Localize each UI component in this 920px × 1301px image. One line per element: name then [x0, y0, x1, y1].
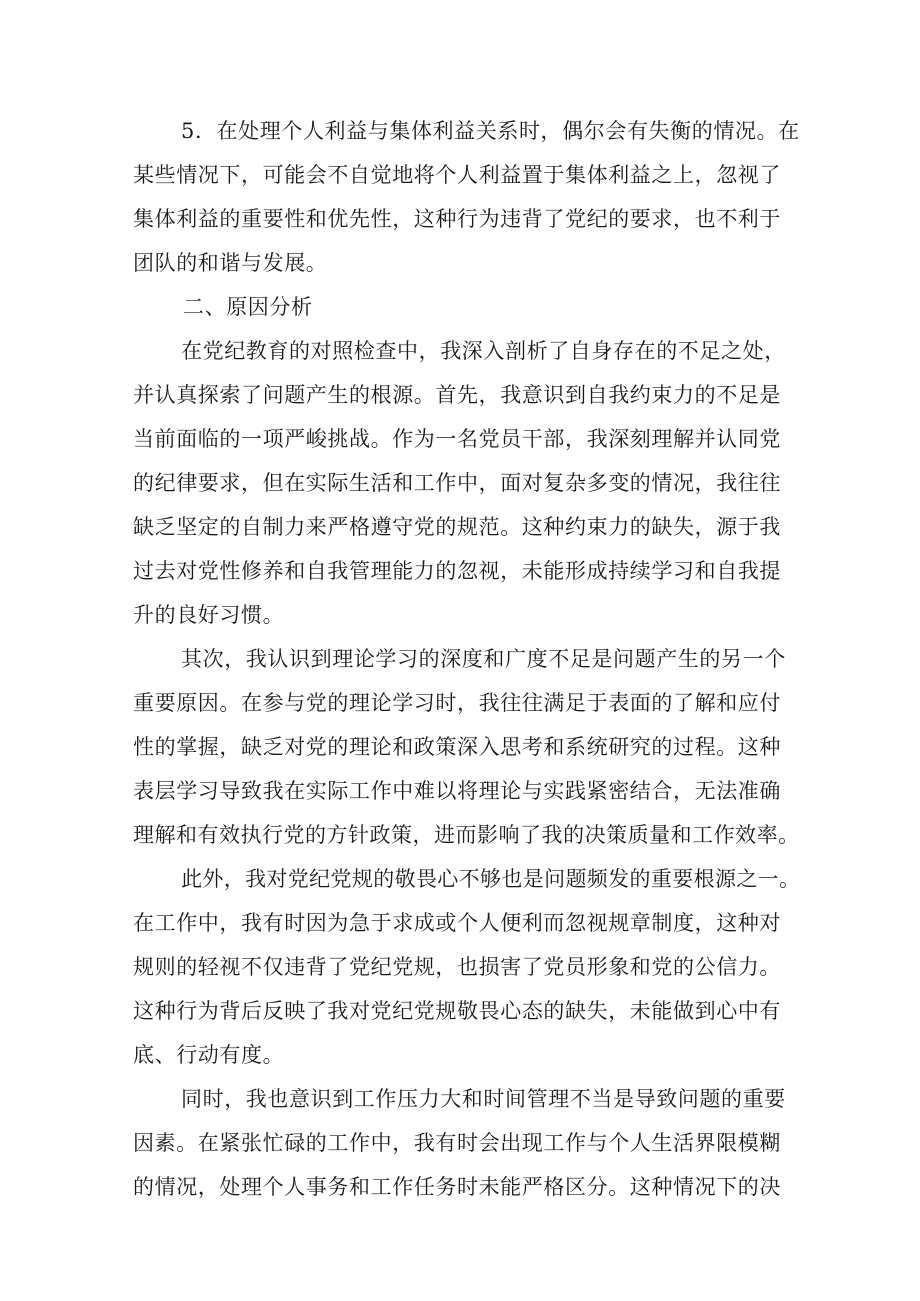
text-line: 重要原因。在参与党的理论学习时，我往往满足于表面的了解和应付 [133, 691, 781, 715]
text-line: 同时，我也意识到工作压力大和时间管理不当是导致问题的重要 [181, 1087, 786, 1111]
text-line: 过去对党性修养和自我管理能力的忽视，未能形成持续学习和自我提 [133, 559, 781, 583]
text-line: 性的掌握，缺乏对党的理论和政策深入思考和系统研究的过程。这种 [133, 735, 781, 759]
text-line: 表层学习导致我在实际工作中难以将理论与实践紧密结合，无法准确 [133, 779, 781, 803]
text-line: 因素。在紧张忙碌的工作中，我有时会出现工作与个人生活界限模糊 [133, 1131, 781, 1155]
text-line: 其次，我认识到理论学习的深度和广度不足是问题产生的另一个 [181, 647, 786, 671]
text-line: 此外，我对党纪党规的敬畏心不够也是问题频发的重要根源之一。 [181, 867, 801, 891]
text-line: 这种行为背后反映了我对党纪党规敬畏心态的缺失，未能做到心中有 [133, 999, 781, 1023]
text-line: 集体利益的重要性和优先性，这种行为违背了党纪的要求，也不利于 [133, 207, 781, 231]
text-line: 某些情况下，可能会不自觉地将个人利益置于集体利益之上，忽视了 [133, 163, 781, 187]
text-line: 团队的和谐与发展。 [133, 251, 328, 275]
section-heading: 二、原因分析 [183, 295, 313, 319]
text-line: 在党纪教育的对照检查中，我深入剖析了自身存在的不足之处， [181, 339, 786, 363]
text-line: 底、行动有度。 [133, 1043, 285, 1067]
text-line: 理解和有效执行党的方针政策，进而影响了我的决策质量和工作效率。 [133, 823, 800, 847]
text-line: 5．在处理个人利益与集体利益关系时，偶尔会有失衡的情况。在 [181, 119, 800, 143]
text-line: 升的良好习惯。 [133, 603, 285, 627]
text-line: 规则的轻视不仅违背了党纪党规，也损害了党员形象和党的公信力。 [133, 955, 781, 979]
text-line: 的纪律要求，但在实际生活和工作中，面对复杂多变的情况，我往往 [133, 471, 781, 495]
text-line: 并认真探索了问题产生的根源。首先，我意识到自我约束力的不足是 [133, 383, 781, 407]
text-line: 在工作中，我有时因为急于求成或个人便利而忽视规章制度，这种对 [133, 911, 781, 935]
text-line: 缺乏坚定的自制力来严格遵守党的规范。这种约束力的缺失，源于我 [133, 515, 781, 539]
text-line: 当前面临的一项严峻挑战。作为一名党员干部，我深刻理解并认同党 [133, 427, 781, 451]
text-line: 的情况，处理个人事务和工作任务时未能严格区分。这种情况下的决 [133, 1175, 781, 1199]
